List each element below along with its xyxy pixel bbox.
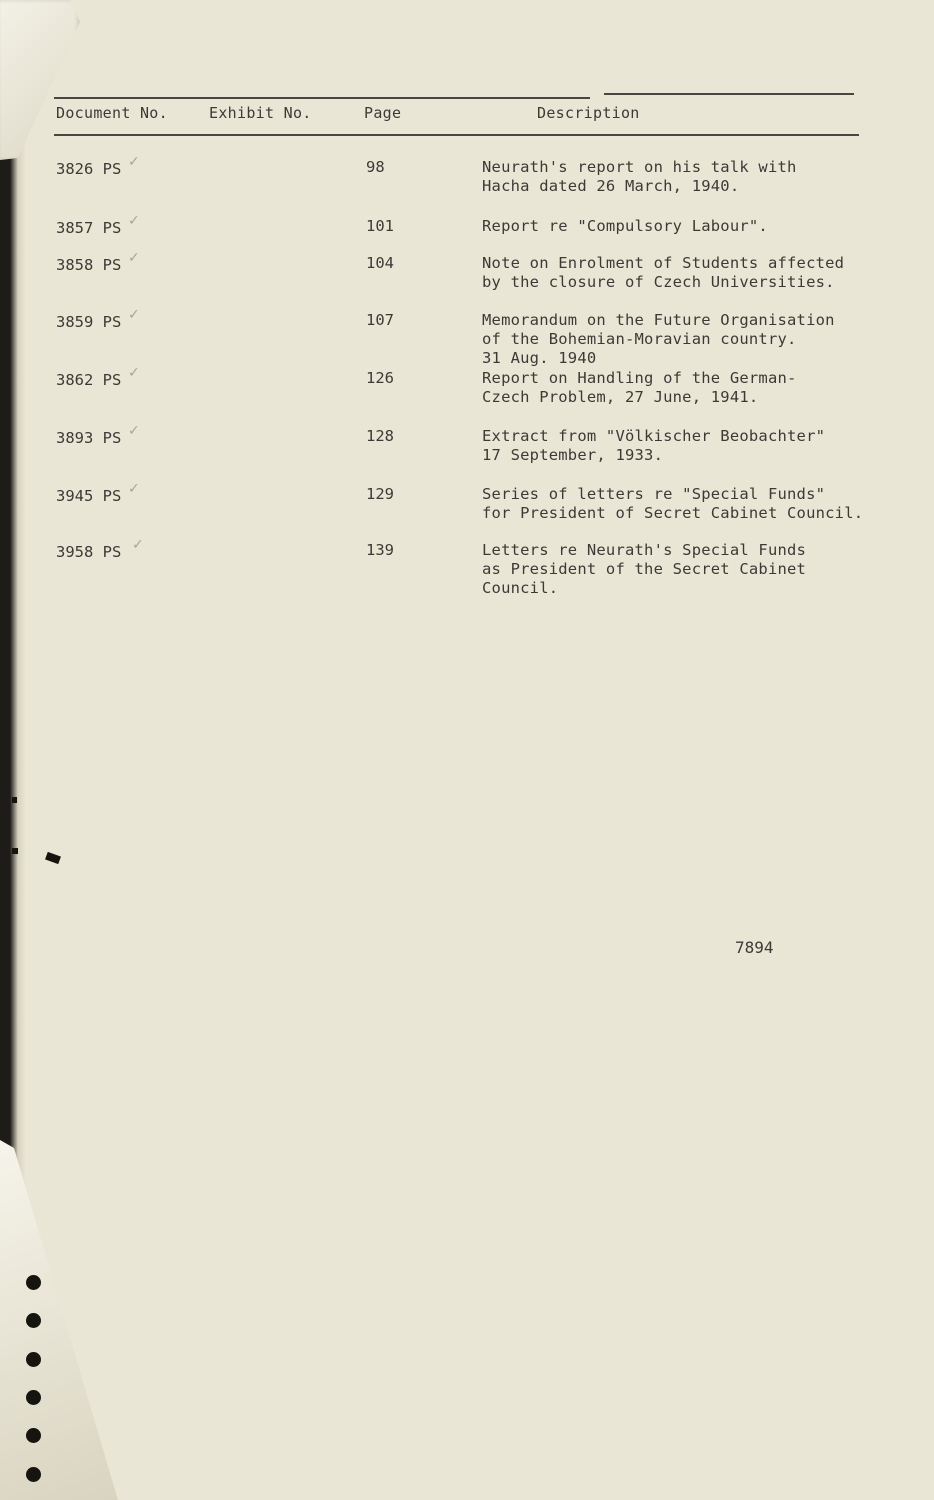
document-number: 3862 PS	[56, 371, 122, 389]
description-line: Report re "Compulsory Labour".	[482, 217, 768, 235]
page-value: 101	[366, 217, 394, 235]
description-line: Neurath's report on his talk with	[482, 158, 797, 176]
check-mark-icon: ✓	[128, 250, 140, 266]
check-mark-icon: ✓	[128, 154, 140, 170]
punch-hole-icon	[26, 1275, 41, 1290]
description-line: of the Bohemian-Moravian country.	[482, 330, 797, 348]
folded-corner-top	[0, 0, 80, 160]
punch-hole-icon	[26, 1390, 41, 1405]
page-number: 7894	[735, 938, 774, 957]
check-mark-icon: ✓	[132, 537, 144, 553]
header-description: Description	[537, 104, 640, 122]
description-line: for President of Secret Cabinet Council.	[482, 504, 864, 522]
page-value: 98	[366, 158, 385, 176]
punch-hole-icon	[26, 1428, 41, 1443]
page-value: 104	[366, 254, 394, 272]
description-line: Note on Enrolment of Students affected	[482, 254, 845, 272]
ink-blot	[45, 852, 61, 864]
document-number: 3858 PS	[56, 256, 122, 274]
check-mark-icon: ✓	[128, 481, 140, 497]
document-number: 3893 PS	[56, 429, 122, 447]
check-mark-icon: ✓	[128, 213, 140, 229]
description-line: Hacha dated 26 March, 1940.	[482, 177, 740, 195]
description-line: Czech Problem, 27 June, 1941.	[482, 388, 759, 406]
folded-corner-bottom	[0, 1140, 120, 1500]
description-line: Letters re Neurath's Special Funds	[482, 541, 807, 559]
description-line: Extract from "Völkischer Beobachter"	[482, 427, 826, 445]
document-number: 3857 PS	[56, 219, 122, 237]
punch-hole-icon	[26, 1313, 41, 1328]
page-value: 107	[366, 311, 394, 329]
document-number: 3945 PS	[56, 487, 122, 505]
description-line: 17 September, 1933.	[482, 446, 664, 464]
page-value: 139	[366, 541, 394, 559]
header-rule-top-left	[54, 97, 590, 99]
description-line: Series of letters re "Special Funds"	[482, 485, 826, 503]
punch-hole-icon	[26, 1467, 41, 1482]
header-exhibit-no: Exhibit No.	[209, 104, 312, 122]
header-document-no: Document No.	[56, 104, 168, 122]
document-number: 3958 PS	[56, 543, 122, 561]
description-line: by the closure of Czech Universities.	[482, 273, 835, 291]
document-number: 3859 PS	[56, 313, 122, 331]
header-rule-top-right	[604, 93, 854, 95]
page-value: 128	[366, 427, 394, 445]
check-mark-icon: ✓	[128, 307, 140, 323]
ink-blot	[12, 848, 18, 854]
document-number: 3826 PS	[56, 160, 122, 178]
punch-hole-icon	[26, 1352, 41, 1367]
description-line: as President of the Secret Cabinet	[482, 560, 807, 578]
header-page: Page	[364, 104, 402, 122]
check-mark-icon: ✓	[128, 423, 140, 439]
page-value: 129	[366, 485, 394, 503]
description-line: Report on Handling of the German-	[482, 369, 797, 387]
description-line: 31 Aug. 1940	[482, 349, 597, 367]
header-rule-bottom	[54, 134, 859, 136]
page-value: 126	[366, 369, 394, 387]
description-line: Memorandum on the Future Organisation	[482, 311, 835, 329]
ink-blot	[12, 797, 17, 803]
description-line: Council.	[482, 579, 559, 597]
check-mark-icon: ✓	[128, 365, 140, 381]
